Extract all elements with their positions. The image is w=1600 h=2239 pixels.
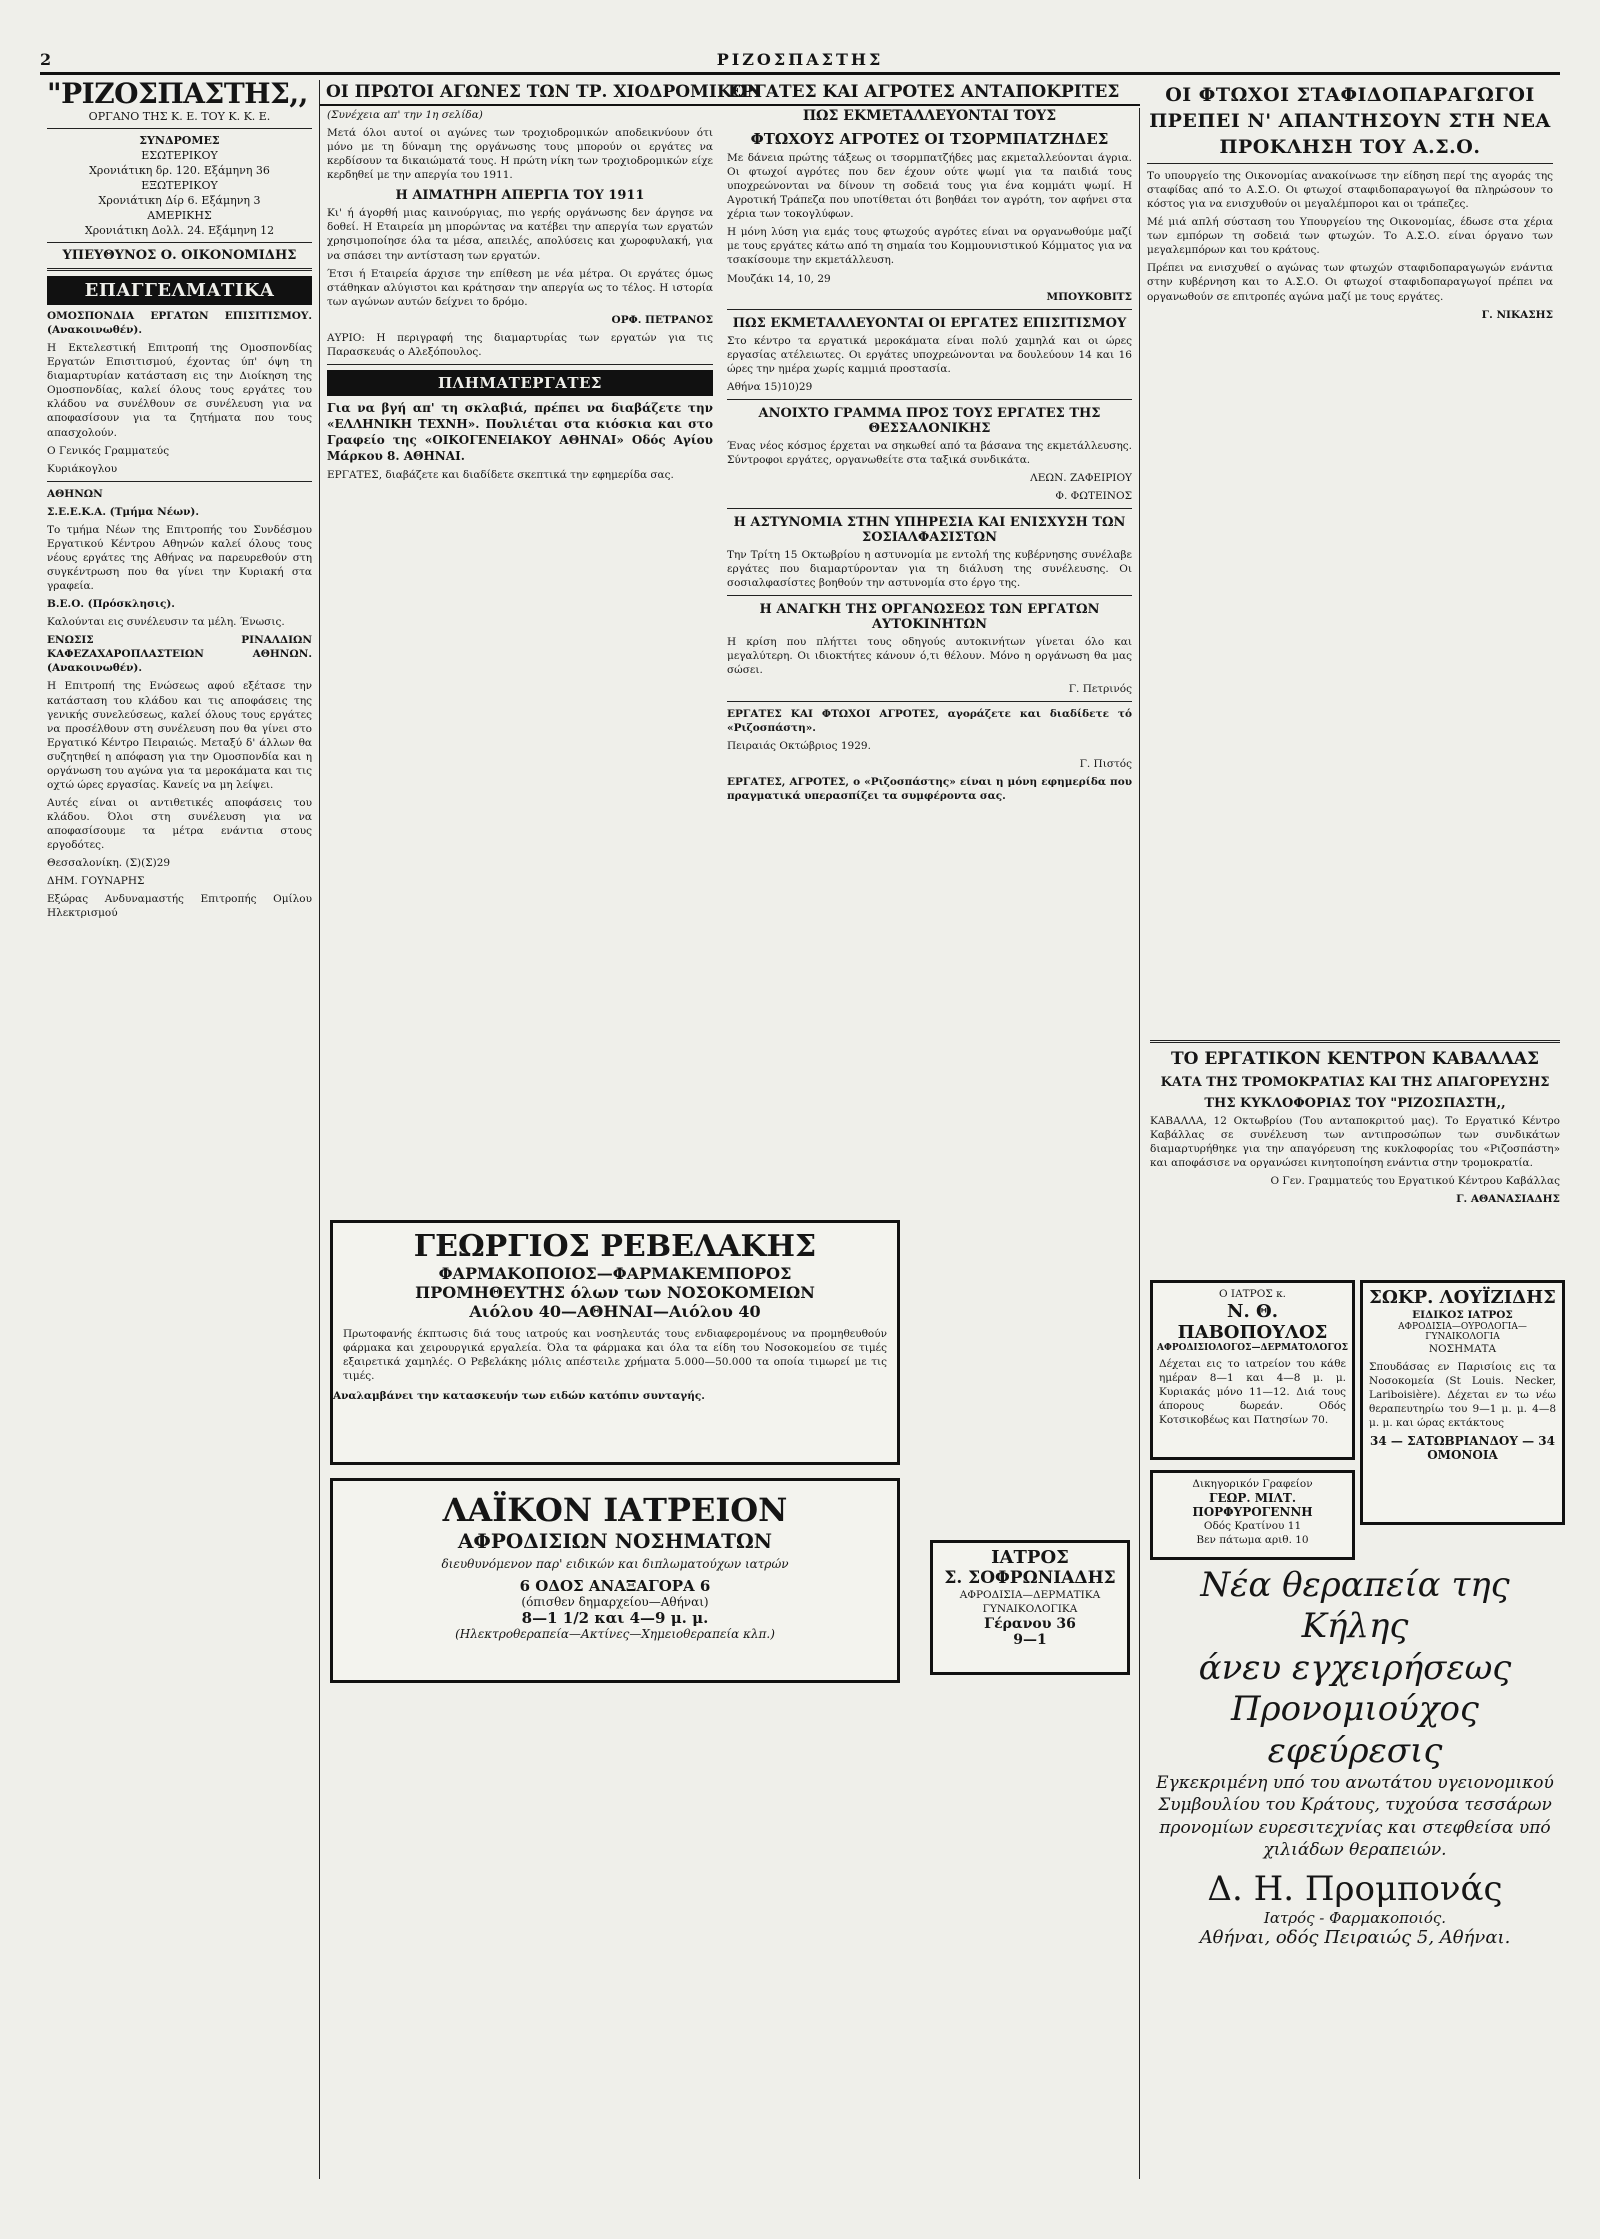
divider: [727, 701, 1132, 702]
divider: [727, 595, 1132, 596]
column-3: [720, 108, 1140, 2179]
lai-foot: (Ηλεκτροθεραπεία—Ακτίνες—Χημειοθεραπεία κλπ.): [455, 1627, 775, 1641]
col3-body2: Η μόνη λύση για εμάς τους φτωχούς αγρότες είναι να οργανωθούμε μαζί με τους εργάτες κάτω από τη σημαία του Κομμουνιστικού Κόμματος για να τσακίσουμε την εκμετάλλευση.: [727, 226, 1132, 267]
masthead: [40, 50, 1560, 75]
item3-body: Καλούνται εις συνέλευσιν τα μέλη. Ένωσις.: [47, 616, 285, 629]
rev-name: ΓΕΩΡΓΙΟΣ ΡΕΒΕΛΑΚΗΣ: [413, 1229, 817, 1264]
item3-head: Β.Ε.Ο. (Πρόσκλησις).: [47, 598, 175, 611]
foot-place: Πειραιάς Οκτώβριος 1929.: [727, 739, 871, 752]
lai-title: ΛΑΪΚΟΝ ΙΑΤΡΕΙΟΝ: [442, 1491, 788, 1529]
col4-body3: Πρέπει να ενισχυθεί ο αγώνας των φτωχών σταφιδοπαραγωγών ενάντια στην κυβέρνηση και το Α.Σ.Ο. Οι φτωχοί σταφιδοπαραγωγοί πρέπει να οργανωθούν σε επιτροπές αγώνα μαζί με τους εργάτες.: [1147, 262, 1553, 303]
col2-sign: ΟΡΦ. ΠΕΤΡΑΝΟΣ: [611, 313, 713, 326]
paper-name: ΡΙΖΟΣΠΑΣΤΗΣ: [716, 50, 884, 69]
lou-addr: 34 — ΣΑΤΩΒΡΙΑΝΔΟΥ — 34: [1370, 1434, 1555, 1449]
lai-addr2: (όπισθεν δημαρχείου—Αθήναι): [521, 1595, 709, 1609]
sof-name: Σ. ΣΟΦΡΩΝΙΑΔΗΣ: [944, 1568, 1116, 1588]
col3-headline: ΕΡΓΑΤΕΣ ΚΑΙ ΑΓΡΟΤΕΣ ΑΝΤΑΠΟΚΡΙΤΕΣ: [728, 82, 1120, 102]
subs-box-title: ΠΛΗΜΑΤΕΡΓΑΤΕΣ: [327, 370, 713, 396]
lai-line: διευθυνόμενον παρ' ειδικών και διπλωματούχων ιατρών: [441, 1557, 789, 1571]
art5-body: Η κρίση που πλήττει τους οδηγούς αυτοκινήτων γίνεται όλο και μεγαλύτερη. Οι ιδιοκτήτες κάνουν ό,τι θέλουν. Μόνο η οργάνωση θα μας σώσει.: [727, 636, 1132, 677]
col2-body2: Κι' ή άγορθή μιας καινούργιας, πιο γερής οργάνωσης δεν άργησε να δοθεί. Η Εταιρεία μη μπορώντας να κατέβει την απεργία των εργατών χρησιμοποίησε όλα τα μέσα, απειλές, απολύσεις και χωροφυλακή, για να σπάσει την αντίσταση των εργατών.: [327, 207, 713, 262]
louizidis-ad: [1360, 1280, 1565, 1525]
item2-head: Σ.Ε.Ε.Κ.Α. (Τμήμα Νέων).: [47, 505, 200, 518]
art3-body: Ένας νέος κόσμος έρχεται να σηκωθεί από τα βάσανα της εκμετάλλευσης. Σύντροφοι εργάτες, οργανωθείτε στα ταξικά συνδικάτα.: [727, 439, 1132, 466]
kav-sub1: ΚΑΤΑ ΤΗΣ ΤΡΟΜΟΚΡΑΤΙΑΣ ΚΑΙ ΤΗΣ ΑΠΑΓΟΡΕΥΣΗΣ: [1160, 1075, 1550, 1090]
item4-head: ΕΝΩΣΙΣ ΡΙΝΑΛΔΙΩΝ ΚΑΦΕΖΑΧΑΡΟΠΛΑΣΤΕΙΩΝ ΑΘΗΝΩΝ. (Ανακοινωθέν).: [47, 634, 312, 675]
rev-line2: ΠΡΟΜΗΘΕΥΤΗΣ όλων των ΝΟΣΟΚΟΜΕΙΩΝ: [415, 1283, 815, 1302]
sof-hours: 9—1: [1013, 1632, 1047, 1649]
art2-head: ΠΩΣ ΕΚΜΕΤΑΛΛΕΥΟΝΤΑΙ ΟΙ ΕΡΓΑΤΕΣ ΕΠΙΣΙΤΙΣΜΟΥ: [732, 315, 1127, 331]
col3-sub-a: ΠΩΣ ΕΚΜΕΤΑΛΛΕΥΟΝΤΑΙ ΤΟΥΣ: [802, 108, 1057, 124]
lai-sub: ΑΦΡΟΔΙΣΙΩΝ ΝΟΣΗΜΑΤΩΝ: [457, 1529, 773, 1553]
item4-body: Η Επιτροπή της Ενώσεως αφού εξέτασε την κατάσταση του κλάδου και τις αποφάσεις της γενικής συνελεύσεως, καλεί όλους τους εργάτες να προσέλθουν στη συνέλευση που θα γίνει στο Εργατικό Κέντρο Πειραιώς. Μεταξύ δ' άλλων θα συζητηθεί η απόφαση για την Ομοσπονδία και η οργάνωση του αγώνα για τα μεροκάματα και τις οχτώ ώρες εργασίας. Κανείς να μη λείψει.: [47, 680, 312, 791]
lou-sub3: ΝΟΣΗΜΑΤΑ: [1428, 1343, 1497, 1356]
kav-name: Γ. ΑΘΑΝΑΣΙΑΔΗΣ: [1456, 1193, 1560, 1206]
lai-hours: 8—1 1/2 και 4—9 μ. μ.: [521, 1609, 709, 1627]
col2-headline: ΟΙ ΠΡΩΤΟΙ ΑΓΩΝΕΣ ΤΩΝ ΤΡ. ΧΙΟΔΡΟΜΙΚΩΝ: [326, 82, 763, 102]
col4-sign: Γ. ΝΙΚΑΣΗΣ: [1481, 308, 1553, 321]
kil-role: Ιατρός - Φαρμακοποιός.: [1263, 1908, 1447, 1927]
col2-sub1: Η ΑΙΜΑΤΗΡΗ ΑΠΕΡΓΙΑ ΤΟΥ 1911: [395, 188, 645, 204]
divider: [47, 481, 312, 482]
lou-sub2: ΑΦΡΟΔΙΣΙΑ—ΟΥΡΟΛΟΓΙΑ—ΓΥΝΑΙΚΟΛΟΓΙΑ: [1398, 1322, 1527, 1343]
sof-addr: Γέρανου 36: [984, 1616, 1076, 1633]
art5-head: Η ΑΝΑΓΚΗ ΤΗΣ ΟΡΓΑΝΩΣΕΩΣ ΤΩΝ ΕΡΓΑΤΩΝ ΑΥΤΟΚΙΝΗΤΩΝ: [759, 602, 1100, 633]
lou-body: Σπουδάσας εν Παρισίοις εις τα Νοσοκομεία (St Louis. Necker, Lariboisière). Δέχεται εν τω νέω θεραπευτηρίω του 9—1 μ. μ. 4—8 μ. μ. και ώρας εκτάκτους: [1369, 1361, 1556, 1430]
art2-body: Στο κέντρο τα εργατικά μεροκάματα είναι πολύ χαμηλά και οι ώρες εργασίας ατέλειωτες. Οι εργάτες υποχρεώνονται να δουλεύουν 14 και 16 ώρες την ημέρα χωρίς καμμιά προστασία.: [727, 334, 1132, 375]
col3-body1: Με δάνεια πρώτης τάξεως οι τσορμπατζήδες μας εκμεταλλεύονται άγρια. Οι φτωχοί αγρότες που δεν έχουν ούτε ψωμί για τα παιδιά τους υποχρεώνονται να δίνουν τη σοδειά τους για ένα κομμάτι ψωμί. Η Αγροτική Τράπεζα που υποτίθεται ότι βοηθάει τον αγρότη, τον αφήνει στα χέρια των τοκογλύφων.: [727, 152, 1132, 221]
athens-label: ΑΘΗΝΩΝ: [47, 487, 103, 500]
rev-line3: Αιόλου 40—ΑΘΗΝΑΙ—Αιόλου 40: [469, 1302, 761, 1321]
art3-sign2: Φ. ΦΩΤΕΙΝΟΣ: [1055, 490, 1132, 503]
foot2: ΕΡΓΑΤΕΣ, ΑΓΡΟΤΕΣ, ο «Ριζοσπάστης» είναι η μόνη εφημερίδα που πραγματικά υπερασπίζει τα συμφέροντα σας.: [727, 775, 1132, 802]
bor-name: ΓΕΩΡ. ΜΙΛΤ. ΠΟΡΦΥΡΟΓΕΝΝΗ: [1192, 1491, 1313, 1520]
col3-sign-place: Μουζάκι 14, 10, 29: [727, 272, 831, 285]
divider: [727, 508, 1132, 509]
kav-title: ΤΟ ΕΡΓΑΤΙΚΟΝ ΚΕΝΤΡΟΝ ΚΑΒΑΛΛΑΣ: [1170, 1049, 1540, 1069]
divider: [47, 128, 312, 129]
item4-tail: Αυτές είναι οι αντιθετικές αποφάσεις του κλάδου. Όλοι στη συνέλευση για να αποφασίσουμε τα μέτρα ενάντια στους εργοδότες.: [47, 796, 312, 852]
divider: [727, 399, 1132, 400]
item2-body: Το τμήμα Νέων της Επιτροπής του Συνδέσμου Εργατικού Κέντρου Αθηνών καλεί όλους τους νέους εργάτες της Αθήνας να παρευρεθούν στη συγκέντρωση που θα γίνει την Κυριακή στα γραφεία.: [47, 523, 312, 593]
farmers-foot: ΕΡΓΑΤΕΣ ΚΑΙ ΦΤΩΧΟΙ ΑΓΡΟΤΕΣ, αγοράζετε και διαδίδετε τό «Ριζοσπάστη».: [727, 707, 1132, 734]
art3-head: ΑΝΟΙΧΤΟ ΓΡΑΜΜΑ ΠΡΟΣ ΤΟΥΣ ΕΡΓΑΤΕΣ ΤΗΣ ΘΕΣΣΑΛΟΝΙΚΗΣ: [758, 405, 1101, 436]
subs-title: ΣΥΝΔΡΟΜΕΣ: [139, 134, 220, 147]
porfyrogenni-ad: [1150, 1470, 1355, 1560]
rev-body: Πρωτοφανής έκπτωσις διά τους ιατρούς και νοσηλευτάς τους ενδιαφερομένους να προμηθευθούν φάρμακα και χειρουργικά εργαλεία. Όλα τα φάρμακα και όλα τα είδη του Νοσοκομείου σε τιμές εξαιρετικά χαμηλές. Ο Ρεβελάκης μόλις απέστειλε χρήματα 5.000—50.000 τα οποία τιμωρεί με τις τιμές.: [343, 1328, 887, 1383]
lou-sub: ΕΙΔΙΚΟΣ ΙΑΤΡΟΣ: [1412, 1309, 1513, 1321]
art5-sign: Γ. Πετρινός: [1068, 682, 1132, 695]
column-2: [320, 108, 720, 2179]
col4-body2: Μέ μιά απλή σύσταση του Υπουργείου της Οικονομίας, έδωσε στα χέρια των εμπόρων τη σοδειά των φτωχών. Το Α.Σ.Ο. είναι όργανο των μεγαλεμπόρων και του κράτους.: [1147, 216, 1553, 257]
pav-name: Ν. Θ. ΠΑΒΟΠΟΥΛΟΣ: [1177, 1301, 1328, 1344]
kil-l4: Εγκεκριμένη υπό του ανωτάτου υγειονομικού Συμβουλίου του Κράτους, τυχούσα τεσσάρων προνομίων ευρεσιτεχνίας και στεφθείσα υπό χιλιάδων θεραπειών.: [1156, 1773, 1554, 1860]
divider: [1150, 1040, 1560, 1043]
subs-outer: ΕΞΩΤΕΡΙΚΟΥ: [141, 179, 218, 192]
lai-addr: 6 ΟΔΟΣ ΑΝΑΞΑΓΟΡΑ 6: [519, 1577, 711, 1595]
col3-sign: ΜΠΟΥΚΟΒΙΤΣ: [1046, 290, 1132, 303]
kavala-article: [1150, 1035, 1560, 1210]
section-title: ΕΠΑΓΓΕΛΜΑΤΙΚΑ: [47, 276, 312, 305]
item1-body: Η Εκτελεστική Επιτροπή της Ομοσπονδίας Εργατών Επισιτισμού, έχοντας ύπ' όψη τη διαμαρτυρίαν κατάσταση εις την Διοίκηση της Ομοσπονδίας, καλεί όλους τους εργάτες του κλάδου να συνέλθουν σε συνέλευση για να αποφασίσουν για τα ζητήματα που τους απασχολούν.: [47, 342, 312, 439]
col2-body3: Έτσι ή Εταιρεία άρχισε την επίθεση με νέα μέτρα. Οι εργάτες όμως στάθηκαν αλύγιστοι και κράτησαν την απεργία ως το τέλος. Η ιστορία των αγώνων αυτών δείχνει το δρόμο.: [327, 267, 713, 308]
subs-outer-line: Χρονιάτικη Δίρ 6. Εξάμηνη 3: [98, 194, 261, 207]
hernia-treatment-ad: [1150, 1565, 1560, 1948]
item1-sign: Ο Γενικός Γραμματεύς: [47, 444, 170, 457]
editor: ΥΠΕΥΘΥΝΟΣ Ο. ΟΙΚΟΝΟΜΙΔΗΣ: [62, 248, 297, 263]
pav-body: Δέχεται εις το ιατρείον του κάθε ημέραν 8—1 και 4—8 μ. μ. Κυριακάς μόνο 11—12. Διά τους άπορους δωρεάν. Οδός Κοτσικοβέως και Πατησίων 70.: [1159, 1358, 1346, 1427]
item4-sign: ΔΗΜ. ΓΟΥΝΑΡΗΣ: [47, 875, 145, 888]
col3-sub-b: ΦΤΩΧΟΥΣ ΑΓΡΟΤΕΣ ΟΙ ΤΣΟΡΜΠΑΤΖΗΔΕΣ: [750, 130, 1109, 148]
bor-hours: Βεν πάτωμα αριθ. 10: [1196, 1534, 1309, 1547]
divider: [47, 242, 312, 243]
kil-name: Δ. Η. Προμπονάς: [1207, 1868, 1503, 1909]
kil-l2: άνευ εγχειρήσεως: [1198, 1647, 1512, 1688]
col2-body1: Μετά όλοι αυτοί οι αγώνες των τροχιοδρομικών αποδεικνύουν ότι μόνο με τη δύναμη της οργάνωσης τους μπορούν οι εργάτες να κερδίσουν τα δικαιώματά τους. Η πρώτη νίκη των τροχιοδρομικών είχε κερδηθεί με την απεργία του 1911.: [327, 127, 713, 182]
art3-sign: ΛΕΩΝ. ΖΑΦΕΙΡΙΟΥ: [1030, 472, 1132, 484]
col2-avrio: ΑΥΡΙΟ: Η περιγραφή της διαμαρτυρίας των εργατών για τις Παρασκευάς ο Αλεξόπουλος.: [327, 331, 713, 358]
art4-head: Η ΑΣΤΥΝΟΜΙΑ ΣΤΗΝ ΥΠΗΡΕΣΙΑ ΚΑΙ ΕΝΙΣΧΥΣΗ ΤΩΝ ΣΟΣΙΑΛΦΑΣΙΣΤΩΝ: [733, 515, 1126, 546]
paper-title: "ΡΙΖΟΣΠΑΣΤΗΣ,,: [47, 80, 308, 110]
subs-america-line: Χρονιάτικη Δολλ. 24. Εξάμηνη 12: [84, 224, 275, 237]
kav-sub2: ΤΗΣ ΚΥΚΛΟΦΟΡΙΑΣ ΤΟΥ "ΡΙΖΟΣΠΑΣΤΗ,,: [1204, 1096, 1506, 1111]
col4-body1: Το υπουργείο της Οικονομίας ανακοίνωσε την είδηση περί της αγοράς της σταφίδας από το Α.Σ.Ο. Οι φτωχοί σταφιδοπαραγωγοί θα πληρώσουν το κόστος για να ενισχυθούν οι μεγαλέμποροι και οι τράπεζες.: [1147, 170, 1553, 211]
revelakis-ad: [330, 1220, 900, 1465]
divider: [727, 309, 1132, 310]
kav-sign: Ο Γεν. Γραμματεύς του Εργατικού Κέντρου Καβάλλας: [1270, 1175, 1560, 1188]
col4-headline3: ΠΡΟΚΛΗΣΗ ΤΟΥ Α.Σ.Ο.: [1219, 136, 1481, 158]
sofroniadis-ad: [930, 1540, 1130, 1675]
kil-addr: Αθήναι, οδός Πειραιώς 5, Αθήναι.: [1199, 1926, 1511, 1948]
rev-foot: Αναλαμβάνει την κατασκευήν των ειδών κατόπιν συνταγής.: [333, 1390, 705, 1403]
workers-foot: ΕΡΓΑΤΕΣ, διαβάζετε και διαδίδετε σκεπτικά την εφημερίδα σας.: [327, 469, 674, 482]
kav-body: ΚΑΒΑΛΛΑ, 12 Οκτωβρίου (Του ανταποκριτού μας). Το Εργατικό Κέντρο Καβάλλας σε συνέλευση των αντιπροσώπων των συνδικάτων διαμαρτυρήθηκε για την απαγόρευση της κυκλοφορίας του «Ριζοσπάστη» και αποφάσισε να οργανώσει κινητοποίηση ενάντια στην τρομοκρατία.: [1150, 1115, 1560, 1170]
subs-inner-line: Χρονιάτικη δρ. 120. Εξάμηνη 36: [89, 164, 270, 177]
item1-name: Κυριάκογλου: [47, 462, 118, 475]
page-number: 2: [40, 50, 52, 69]
bor-pre: Δικηγορικόν Γραφείον: [1192, 1478, 1313, 1490]
col4-headline2: ΠΡΕΠΕΙ Ν' ΑΠΑΝΤΗΣΟΥΝ ΣΤΗ ΝΕΑ: [1149, 110, 1551, 132]
col2-intro: (Συνέχεια απ' την 1η σελίδα): [327, 109, 483, 121]
sof-pre: ΙΑΤΡΟΣ: [991, 1547, 1069, 1568]
pav-pre: Ο ΙΑΤΡΟΣ κ.: [1218, 1288, 1286, 1300]
item4-end: Θεσσαλονίκη. (Σ)(Σ)29: [47, 857, 171, 870]
paper-organ: ΟΡΓΑΝΟ ΤΗΣ Κ. Ε. ΤΟΥ Κ. Κ. Ε.: [88, 110, 271, 123]
subs-box-body: Για να βγή απ' τη σκλαβιά, πρέπει να διαβάζετε την «ΕΛΛΗΝΙΚΗ ΤΕΧΝΗ». Πουλιέται στα κιόσκια και στο Γραφείο της «ΟΙΚΟΓΕΝΕΙΑΚΟΥ ΑΘΗΝΑΙ» Οδός Αγίου Μάρκου 8. ΑΘΗΝΑΙ.: [327, 400, 713, 464]
divider: [327, 364, 713, 365]
pavopoulos-ad: [1150, 1280, 1355, 1460]
divider: [47, 268, 312, 271]
item4-foot: Εξώρας Ανδυναμαστής Επιτροπής Ομίλου Ηλεκτρισμού: [47, 893, 312, 920]
foot-sign: Γ. Πιστός: [1079, 757, 1132, 770]
art4-body: Την Τρίτη 15 Οκτωβρίου η αστυνομία με εντολή της κυβέρνησης συνέλαβε εργάτες που διαμαρτύρονταν για τη διάλυση της συνέλευσης. Οι σοσιαλφασίστες βοηθούν την αστυνομία στο έργο της.: [727, 549, 1132, 590]
kil-l3: Προνομιούχος εφεύρεσις: [1231, 1689, 1479, 1771]
rev-line1: ΦΑΡΜΑΚΟΠΟΙΟΣ—ΦΑΡΜΑΚΕΜΠΟΡΟΣ: [438, 1264, 792, 1283]
lou-addr2: ΟΜΟΝΟΙΑ: [1427, 1448, 1498, 1463]
lou-name: ΣΩΚΡ. ΛΟΥΪΖΙΔΗΣ: [1369, 1287, 1556, 1308]
pav-sub: ΑΦΡΟΔΙΣΙΟΛΟΓΟΣ—ΔΕΡΜΑΤΟΛΟΓΟΣ: [1157, 1343, 1348, 1354]
subs-america: ΑΜΕΡΙΚΗΣ: [147, 209, 212, 222]
col4-headline1: ΟΙ ΦΤΩΧΟΙ ΣΤΑΦΙΔΟΠΑΡΑΓΩΓΟΙ: [1165, 84, 1535, 106]
column-1: [40, 80, 320, 2179]
kil-l1: Νέα θεραπεία της Κήλης: [1200, 1565, 1510, 1647]
bor-addr: Οδός Κρατίνου 11: [1203, 1520, 1302, 1533]
item1-head: ΟΜΟΣΠΟΝΔΙΑ ΕΡΓΑΤΩΝ ΕΠΙΣΙΤΙΣΜΟΥ. (Ανακοινωθέν).: [47, 310, 312, 337]
divider: [1147, 163, 1553, 164]
sof-sub: ΑΦΡΟΔΙΣΙΑ—ΔΕΡΜΑΤΙΚΑ ΓΥΝΑΙΚΟΛΟΓΙΚΑ: [959, 1589, 1101, 1616]
subs-inner: ΕΣΩΤΕΡΙΚΟΥ: [141, 149, 218, 162]
art2-sign: Αθήνα 15)10)29: [727, 380, 813, 393]
laikon-iatreion-ad: [330, 1478, 900, 1683]
wide-headline-bar: [320, 80, 1140, 106]
